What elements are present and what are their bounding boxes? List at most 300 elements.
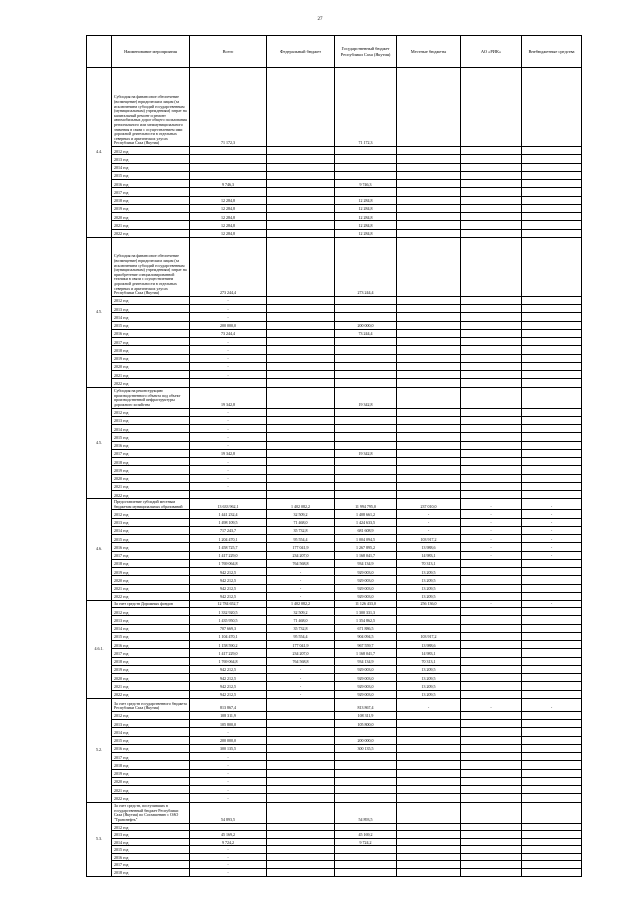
year-label: 2022 год bbox=[112, 379, 190, 387]
year-row bbox=[87, 657, 582, 665]
year-value bbox=[522, 354, 582, 362]
year-value: 9 746,3 bbox=[335, 180, 397, 188]
section-total-cell: 813 867,4 bbox=[190, 698, 267, 711]
year-value bbox=[397, 147, 461, 155]
year-value bbox=[522, 846, 582, 854]
year-value: 1 498 109,5 bbox=[190, 518, 267, 526]
year-value: 200 000,0 bbox=[335, 321, 397, 329]
table-body bbox=[87, 68, 582, 877]
year-value bbox=[335, 846, 397, 854]
year-label: 2019 год bbox=[112, 665, 190, 673]
year-value: 929 003,0 bbox=[335, 674, 397, 682]
year-value: 717 243,7 bbox=[190, 526, 267, 534]
year-value bbox=[522, 371, 582, 379]
section-total-cell: 71 172,3 bbox=[335, 68, 397, 147]
year-label: 2014 год bbox=[112, 163, 190, 171]
year-value bbox=[461, 466, 522, 474]
year-value bbox=[335, 305, 397, 313]
year-value bbox=[397, 744, 461, 752]
year-row bbox=[87, 649, 582, 657]
year-value bbox=[522, 632, 582, 640]
year-value bbox=[461, 846, 522, 854]
year-value: - bbox=[522, 535, 582, 543]
year-label: 2017 год bbox=[112, 753, 190, 761]
year-row bbox=[87, 568, 582, 576]
year-value bbox=[267, 408, 335, 416]
year-label: 2015 год bbox=[112, 535, 190, 543]
year-value bbox=[461, 171, 522, 179]
year-value: 13 209,5 bbox=[397, 568, 461, 576]
year-value bbox=[267, 171, 335, 179]
year-label: 2013 год bbox=[112, 416, 190, 424]
year-value bbox=[522, 296, 582, 304]
year-label: 2013 год bbox=[112, 616, 190, 624]
year-value bbox=[522, 777, 582, 785]
year-label: 2020 год bbox=[112, 674, 190, 682]
year-value bbox=[522, 313, 582, 321]
year-value: 19 342,8 bbox=[190, 449, 267, 457]
year-value bbox=[522, 474, 582, 482]
year-value bbox=[397, 416, 461, 424]
year-label: 2018 год bbox=[112, 346, 190, 354]
year-value bbox=[397, 786, 461, 794]
year-value bbox=[461, 728, 522, 736]
year-value bbox=[335, 869, 397, 877]
year-value bbox=[397, 608, 461, 616]
year-label: 2012 год bbox=[112, 823, 190, 831]
year-value bbox=[335, 769, 397, 777]
year-value: - bbox=[522, 510, 582, 518]
year-value bbox=[397, 869, 461, 877]
year-label: 2022 год bbox=[112, 690, 190, 698]
year-value: 70 313,1 bbox=[397, 657, 461, 665]
year-value bbox=[267, 338, 335, 346]
year-label: 2015 год bbox=[112, 846, 190, 854]
year-value: 929 003,0 bbox=[335, 576, 397, 584]
year-value: 1 204 470,1 bbox=[190, 535, 267, 543]
year-row bbox=[87, 861, 582, 869]
year-label: 2017 год bbox=[112, 861, 190, 869]
year-label: 2020 год bbox=[112, 474, 190, 482]
year-value: 929 003,0 bbox=[335, 682, 397, 690]
year-value bbox=[522, 682, 582, 690]
year-value bbox=[267, 846, 335, 854]
year-label: 2012 год bbox=[112, 408, 190, 416]
year-value bbox=[397, 720, 461, 728]
year-value bbox=[522, 188, 582, 196]
section-total-cell bbox=[522, 387, 582, 408]
year-value bbox=[461, 458, 522, 466]
year-label: 2016 год bbox=[112, 543, 190, 551]
year-value: 942 212,5 bbox=[190, 665, 267, 673]
year-value bbox=[461, 425, 522, 433]
year-value bbox=[461, 753, 522, 761]
year-value bbox=[267, 196, 335, 204]
year-value bbox=[267, 155, 335, 163]
year-value bbox=[397, 624, 461, 632]
year-value: - bbox=[190, 371, 267, 379]
year-value bbox=[522, 362, 582, 370]
year-value bbox=[397, 853, 461, 861]
year-label: 2018 год bbox=[112, 869, 190, 877]
year-row bbox=[87, 346, 582, 354]
section-total-cell bbox=[267, 68, 335, 147]
year-row bbox=[87, 204, 582, 212]
year-row bbox=[87, 831, 582, 839]
year-value bbox=[522, 321, 582, 329]
year-value bbox=[335, 482, 397, 490]
header-rik: АО «РИК» bbox=[461, 36, 522, 68]
year-row bbox=[87, 313, 582, 321]
year-label: 2012 год bbox=[112, 147, 190, 155]
year-value bbox=[461, 838, 522, 846]
year-label: 2016 год bbox=[112, 329, 190, 337]
year-value: 12 284,8 bbox=[335, 221, 397, 229]
year-value bbox=[461, 641, 522, 649]
year-value: 108 311,9 bbox=[190, 711, 267, 719]
year-row bbox=[87, 379, 582, 387]
year-value bbox=[522, 204, 582, 212]
year-value: 1 435 950,5 bbox=[190, 616, 267, 624]
year-value bbox=[522, 482, 582, 490]
year-value: - bbox=[190, 769, 267, 777]
year-label: 2013 год bbox=[112, 305, 190, 313]
year-value bbox=[461, 682, 522, 690]
year-value bbox=[461, 362, 522, 370]
year-value bbox=[461, 761, 522, 769]
year-row bbox=[87, 518, 582, 526]
year-value bbox=[461, 196, 522, 204]
year-value: 942 212,5 bbox=[190, 674, 267, 682]
year-row bbox=[87, 213, 582, 221]
year-row bbox=[87, 823, 582, 831]
year-value bbox=[522, 690, 582, 698]
header-federal: Федеральный бюджет bbox=[267, 36, 335, 68]
year-value bbox=[267, 425, 335, 433]
year-value: 1 769 064,8 bbox=[190, 657, 267, 665]
year-value bbox=[461, 313, 522, 321]
year-value bbox=[461, 649, 522, 657]
year-value bbox=[522, 213, 582, 221]
year-label: 2018 год bbox=[112, 458, 190, 466]
year-value: 707 669,3 bbox=[190, 624, 267, 632]
year-value: - bbox=[190, 786, 267, 794]
section-total-cell: 19 342,8 bbox=[190, 387, 267, 408]
section-title: За счет средств, поступивших в государственный бюджет Республики Саха (Якутия) по Соглашению с ОАО "Транснефть" bbox=[112, 802, 190, 823]
year-row bbox=[87, 171, 582, 179]
section-total-cell bbox=[397, 237, 461, 296]
year-row bbox=[87, 408, 582, 416]
year-value: - bbox=[267, 592, 335, 600]
year-row bbox=[87, 180, 582, 188]
year-value bbox=[522, 568, 582, 576]
year-value bbox=[335, 728, 397, 736]
year-value bbox=[267, 221, 335, 229]
year-value bbox=[267, 711, 335, 719]
year-value: 9 724,2 bbox=[190, 838, 267, 846]
year-value bbox=[461, 777, 522, 785]
year-value: 108 311,9 bbox=[335, 711, 397, 719]
section-total-cell bbox=[267, 698, 335, 711]
section-code: 5.3. bbox=[87, 802, 112, 876]
year-value bbox=[461, 416, 522, 424]
year-value bbox=[461, 180, 522, 188]
year-value bbox=[397, 777, 461, 785]
year-value: 32 509,2 bbox=[267, 510, 335, 518]
year-label: 2022 год bbox=[112, 592, 190, 600]
section-total-cell bbox=[267, 802, 335, 823]
year-value: 929 003,0 bbox=[335, 584, 397, 592]
year-value: - bbox=[267, 576, 335, 584]
year-value bbox=[522, 616, 582, 624]
year-value: - bbox=[267, 584, 335, 592]
year-value: 934 134,9 bbox=[335, 657, 397, 665]
year-value: 1 168 041,7 bbox=[335, 551, 397, 559]
year-value bbox=[335, 458, 397, 466]
year-value bbox=[267, 786, 335, 794]
section-total-row bbox=[87, 68, 582, 147]
year-value: - bbox=[190, 305, 267, 313]
year-value bbox=[267, 379, 335, 387]
year-value: 13 209,5 bbox=[397, 682, 461, 690]
year-value bbox=[461, 744, 522, 752]
year-value: 177 041,9 bbox=[267, 641, 335, 649]
year-value bbox=[267, 491, 335, 499]
year-value: 234 207,0 bbox=[267, 649, 335, 657]
year-value: 942 212,5 bbox=[190, 682, 267, 690]
section-total-cell: 12 784 652,7 bbox=[190, 601, 267, 608]
year-label: 2015 год bbox=[112, 736, 190, 744]
year-value bbox=[397, 736, 461, 744]
year-value bbox=[461, 711, 522, 719]
year-value bbox=[522, 624, 582, 632]
year-value: 103 917,2 bbox=[397, 535, 461, 543]
year-value bbox=[397, 794, 461, 802]
year-value bbox=[522, 196, 582, 204]
year-value bbox=[461, 657, 522, 665]
year-value bbox=[267, 794, 335, 802]
section-total-cell: - bbox=[522, 698, 582, 711]
year-label: 2015 год bbox=[112, 321, 190, 329]
year-value bbox=[522, 408, 582, 416]
year-value bbox=[397, 482, 461, 490]
year-value: 934 134,9 bbox=[335, 559, 397, 567]
section-total-row bbox=[87, 698, 582, 711]
year-value: - bbox=[267, 682, 335, 690]
year-value: - bbox=[190, 458, 267, 466]
year-value bbox=[397, 441, 461, 449]
year-value: 73 244,4 bbox=[190, 329, 267, 337]
section-total-cell: 1 402 082,2 bbox=[267, 601, 335, 608]
section-total-cell: 11 994 795,0 bbox=[335, 499, 397, 510]
year-value: - bbox=[190, 296, 267, 304]
year-label: 2012 год bbox=[112, 608, 190, 616]
year-value: - bbox=[190, 474, 267, 482]
year-value bbox=[267, 831, 335, 839]
year-label: 2016 год bbox=[112, 853, 190, 861]
year-row bbox=[87, 641, 582, 649]
year-value: 1 168 041,7 bbox=[335, 649, 397, 657]
year-value bbox=[461, 371, 522, 379]
year-value bbox=[397, 761, 461, 769]
year-label: 2019 год bbox=[112, 354, 190, 362]
year-value bbox=[461, 869, 522, 877]
header-local: Местные бюджеты bbox=[397, 36, 461, 68]
year-value: 35 732,8 bbox=[267, 526, 335, 534]
year-row bbox=[87, 188, 582, 196]
year-value bbox=[335, 761, 397, 769]
section-total-cell: 54 893,5 bbox=[335, 802, 397, 823]
budget-table bbox=[86, 35, 582, 877]
year-row bbox=[87, 155, 582, 163]
year-value: - bbox=[397, 510, 461, 518]
year-value bbox=[522, 458, 582, 466]
year-value bbox=[522, 838, 582, 846]
year-row bbox=[87, 794, 582, 802]
year-row bbox=[87, 449, 582, 457]
year-value bbox=[335, 155, 397, 163]
year-value bbox=[267, 441, 335, 449]
section-total-cell bbox=[522, 802, 582, 823]
section-total-cell: - bbox=[522, 601, 582, 608]
year-row bbox=[87, 433, 582, 441]
year-value: 19 342,8 bbox=[335, 449, 397, 457]
year-value bbox=[461, 592, 522, 600]
section-total-cell: 13 633 962,1 bbox=[190, 499, 267, 510]
year-value bbox=[461, 379, 522, 387]
year-value bbox=[461, 584, 522, 592]
year-value bbox=[267, 433, 335, 441]
year-value: 942 212,5 bbox=[190, 584, 267, 592]
year-value bbox=[522, 379, 582, 387]
header-row bbox=[87, 36, 582, 68]
year-row bbox=[87, 354, 582, 362]
year-value bbox=[190, 147, 267, 155]
year-value bbox=[397, 296, 461, 304]
year-value bbox=[190, 155, 267, 163]
year-value bbox=[522, 433, 582, 441]
year-row bbox=[87, 296, 582, 304]
year-value: - bbox=[190, 313, 267, 321]
year-value bbox=[522, 221, 582, 229]
section-total-cell bbox=[397, 387, 461, 408]
year-value: - bbox=[190, 354, 267, 362]
year-value bbox=[522, 584, 582, 592]
year-value bbox=[267, 147, 335, 155]
year-row bbox=[87, 510, 582, 518]
year-value: - bbox=[461, 551, 522, 559]
section-total-cell: - bbox=[461, 499, 522, 510]
year-value: - bbox=[190, 482, 267, 490]
year-value bbox=[267, 188, 335, 196]
year-row bbox=[87, 777, 582, 785]
year-value bbox=[522, 180, 582, 188]
year-value bbox=[267, 213, 335, 221]
year-value: - bbox=[522, 543, 582, 551]
year-label: 2018 год bbox=[112, 559, 190, 567]
year-value bbox=[461, 163, 522, 171]
section-title: Субсидия на финансовое обеспечение (возмещение) юридическим лицам (за исключением субсидий государственным (муниципальным) учреждениям) затрат на приобретение специализированной техники в связи с осуществлением дорожной деятельности в отдельных северных и арктических улусах Республики Саха (Якутия) bbox=[112, 237, 190, 296]
year-value bbox=[522, 794, 582, 802]
year-value bbox=[267, 229, 335, 237]
section-code: 4.6.1. bbox=[87, 601, 112, 699]
year-value bbox=[267, 329, 335, 337]
year-label: 2014 год bbox=[112, 728, 190, 736]
year-label: 2019 год bbox=[112, 769, 190, 777]
year-value bbox=[190, 823, 267, 831]
year-label: 2017 год bbox=[112, 188, 190, 196]
section-total-cell: 54 893,5 bbox=[190, 802, 267, 823]
year-row bbox=[87, 535, 582, 543]
year-row bbox=[87, 163, 582, 171]
header-total: Всего bbox=[190, 36, 267, 68]
year-value bbox=[461, 354, 522, 362]
year-label: 2012 год bbox=[112, 510, 190, 518]
year-label: 2014 год bbox=[112, 526, 190, 534]
year-value bbox=[335, 346, 397, 354]
year-row bbox=[87, 441, 582, 449]
year-row bbox=[87, 786, 582, 794]
year-label: 2017 год bbox=[112, 338, 190, 346]
year-value bbox=[522, 491, 582, 499]
year-value bbox=[267, 823, 335, 831]
page-number: 27 bbox=[317, 17, 323, 22]
year-row bbox=[87, 736, 582, 744]
year-value: 9 724,2 bbox=[335, 838, 397, 846]
year-value bbox=[397, 433, 461, 441]
year-value bbox=[397, 196, 461, 204]
year-value: - bbox=[267, 568, 335, 576]
year-row bbox=[87, 690, 582, 698]
year-value: 71 468,0 bbox=[267, 616, 335, 624]
year-value bbox=[335, 147, 397, 155]
year-value bbox=[335, 466, 397, 474]
year-value bbox=[397, 180, 461, 188]
year-value bbox=[267, 761, 335, 769]
year-value bbox=[461, 568, 522, 576]
year-value: - bbox=[190, 777, 267, 785]
year-value bbox=[335, 163, 397, 171]
year-label: 2021 год bbox=[112, 584, 190, 592]
year-value bbox=[522, 147, 582, 155]
year-value bbox=[522, 753, 582, 761]
year-row bbox=[87, 416, 582, 424]
year-label: 2014 год bbox=[112, 838, 190, 846]
year-value: 200 000,0 bbox=[190, 736, 267, 744]
year-value: - bbox=[190, 846, 267, 854]
section-total-cell bbox=[522, 237, 582, 296]
year-value: - bbox=[190, 441, 267, 449]
year-value bbox=[335, 786, 397, 794]
year-row bbox=[87, 584, 582, 592]
year-value bbox=[461, 305, 522, 313]
year-row bbox=[87, 458, 582, 466]
year-value: - bbox=[267, 665, 335, 673]
year-value bbox=[335, 433, 397, 441]
year-value bbox=[522, 441, 582, 449]
year-value: 200 000,0 bbox=[190, 321, 267, 329]
year-value bbox=[267, 720, 335, 728]
year-value bbox=[335, 379, 397, 387]
year-row bbox=[87, 838, 582, 846]
section-total-cell bbox=[461, 802, 522, 823]
year-label: 2021 год bbox=[112, 786, 190, 794]
year-value bbox=[397, 213, 461, 221]
year-value bbox=[267, 371, 335, 379]
year-value bbox=[397, 321, 461, 329]
year-row bbox=[87, 869, 582, 877]
year-label: 2020 год bbox=[112, 777, 190, 785]
